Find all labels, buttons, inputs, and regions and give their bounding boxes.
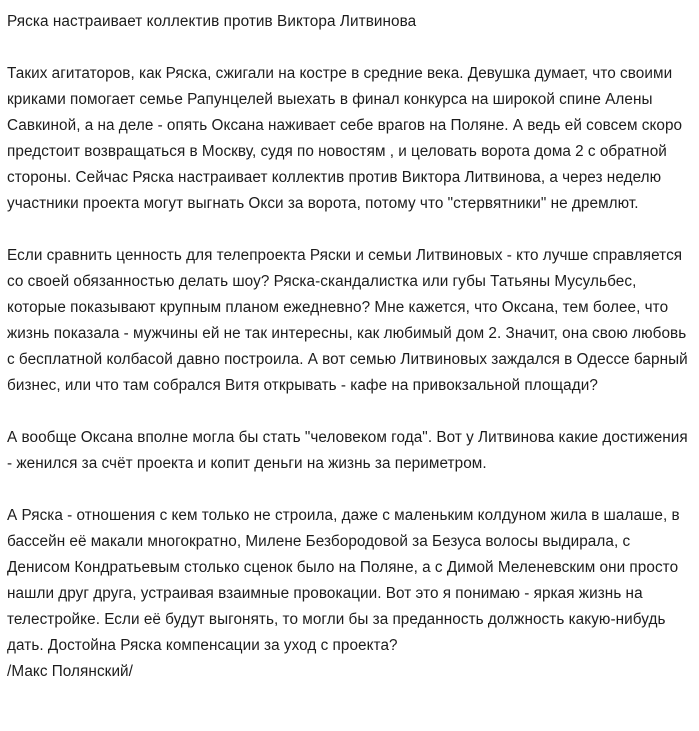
article-paragraph-3: А вообще Оксана вполне могла бы стать "человеком года". Вот у Литвинова какие достижения - женился за счёт проекта и копит деньги на жизнь за периметром. — [7, 429, 688, 472]
article-paragraph-4 — [7, 503, 692, 685]
article-signature: /Макс Полянский/ — [7, 663, 134, 680]
article-paragraph-4-body: А Ряска - отношения с кем только не строила, даже с маленьким колдуном жила в шалаше, в бассейн её макали многократно, Милене Безбородовой за Безуса волосы выдирала, с Денисом Кондратьевым столько сценок было на Поляне, а с Димой Меленевским они просто нашли друг друга, устраивая взаимные провокации. Вот это я понимаю - яркая жизнь на телестройке. Если её будут выгонять, то могли бы за преданность должность какую-нибудь дать. Достойна Ряска компенсации за уход с проекта? — [7, 507, 680, 654]
article-paragraph-2: Если сравнить ценность для телепроекта Ряски и семьи Литвиновых - кто лучше справляется со своей обязанностью делать шоу? Ряска-скандалистка или губы Татьяны Мусульбес, которые показывают крупным планом ежедневно? Мне кажется, что Оксана, тем более, что жизнь показала - мужчины ей не так интересны, как любимый дом 2. Значит, она свою любовь с бесплатной колбасой давно построила. А вот семью Литвиновых заждался в Одессе барный бизнес, или что там собрался Витя открывать - кафе на привокзальной площади? — [7, 247, 688, 394]
article-paragraph-1: Таких агитаторов, как Ряска, сжигали на костре в средние века. Девушка думает, что своими криками помогает семье Рапунцелей выехать в финал конкурса на широкой спине Алены Савкиной, а на деле - опять Оксана наживает себе врагов на Поляне. А ведь ей совсем скоро предстоит возвращаться в Москву, судя по новостям , и целовать ворота дома 2 с обратной стороны. Сейчас Ряска настраивает коллектив против Виктора Литвинова, а через неделю участники проекта могут выгнать Окси за ворота, потому что "стервятники" не дремлют. — [7, 65, 683, 212]
article-headline: Ряска настраивает коллектив против Виктора Литвинова — [7, 13, 417, 30]
